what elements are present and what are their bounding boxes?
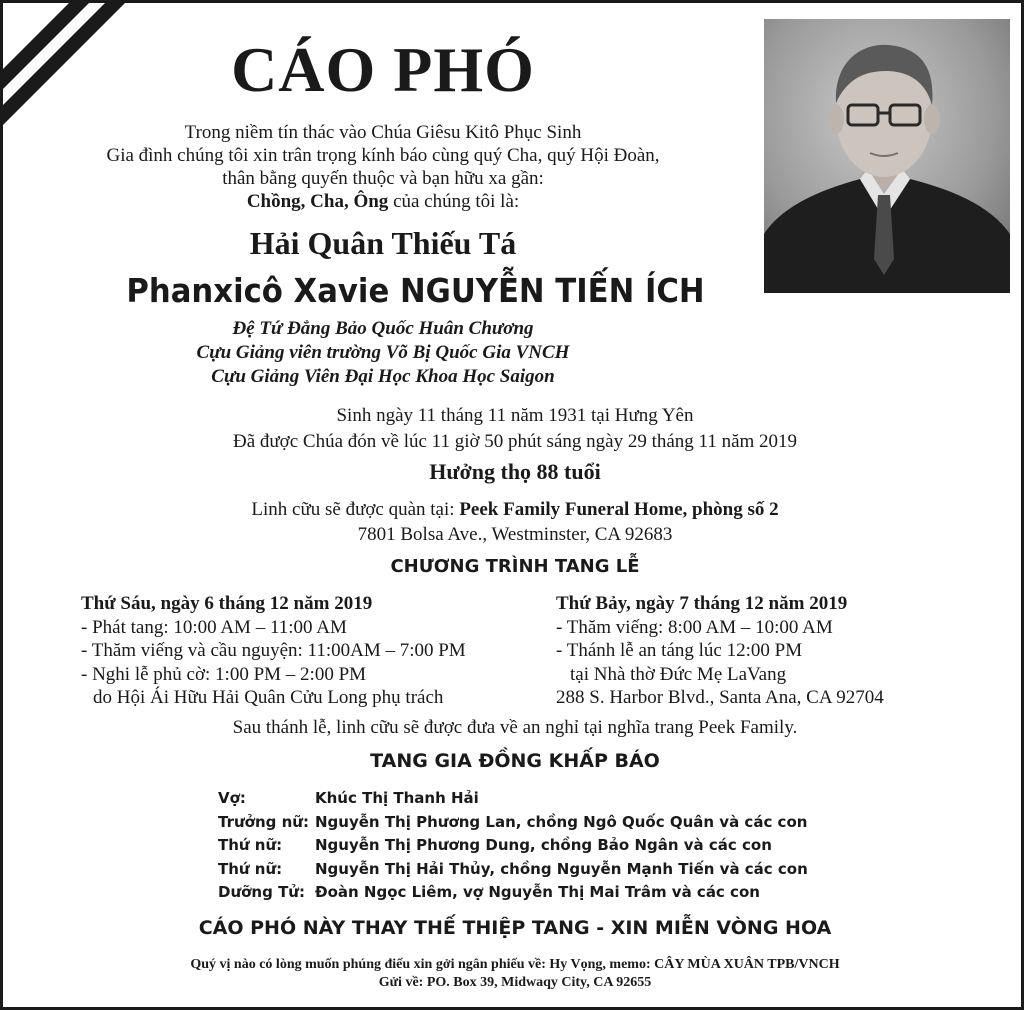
mail-line: Gửi về: PO. Box 39, Midwaqy City, CA 92655 <box>378 975 652 990</box>
relation-bold: Chồng, Cha, Ông <box>246 191 389 212</box>
relation-rest: của chúng tôi là: <box>388 191 520 212</box>
viewing-place: Peek Family Funeral Home, phòng số 2 <box>459 499 779 520</box>
day2-title: Thứ Bảy, ngày 7 tháng 12 năm 2019 <box>556 593 848 614</box>
relation-line <box>3 190 763 213</box>
program-heading: CHƯƠNG TRÌNH TANG LỄ <box>390 556 640 577</box>
age-line: Hưởng thọ 88 tuổi <box>429 459 601 484</box>
family-role: Thứ nữ: <box>218 836 283 854</box>
family-row <box>218 787 808 811</box>
death-line: Đã được Chúa đón về lúc 11 giờ 50 phút sáng ngày 29 tháng 11 năm 2019 <box>232 431 798 452</box>
family-list <box>218 787 808 905</box>
portrait-photo <box>764 19 1010 293</box>
day1-line: - Thăm viếng và cầu nguyện: 11:00AM – 7:00 PM <box>81 640 466 661</box>
family-role: Vợ: <box>218 789 246 807</box>
honor-item: Cựu Giảng Viên Đại Học Khoa Học Saigon <box>211 366 555 387</box>
day2-line: - Thánh lễ an táng lúc 12:00 PM <box>556 640 803 661</box>
family-role: Dưỡng Tử: <box>218 883 305 901</box>
viewing-prefix: Linh cữu sẽ được quàn tại: <box>251 499 460 520</box>
deceased-rank: Hải Quân Thiếu Tá <box>249 225 517 261</box>
family-row <box>218 834 808 858</box>
page-title: CÁO PHÓ <box>231 34 535 105</box>
family-member-name: Nguyễn Thị Phương Dung, chồng Bảo Ngân và các con <box>315 836 772 854</box>
family-row <box>218 811 808 835</box>
day1-line: do Hội Ái Hữu Hải Quân Cửu Long phụ trách <box>93 687 444 708</box>
viewing-place-line <box>3 497 1024 522</box>
day2-line: 288 S. Harbor Blvd., Santa Ana, CA 92704 <box>556 687 884 708</box>
day1-title: Thứ Sáu, ngày 6 tháng 12 năm 2019 <box>81 593 373 614</box>
intro-line: thân bằng quyến thuộc và bạn hữu xa gần: <box>222 168 544 189</box>
family-member-name: Khúc Thị Thanh Hải <box>315 789 479 807</box>
family-member-name: Nguyễn Thị Phương Lan, chồng Ngô Quốc Quân và các con <box>315 812 808 831</box>
honor-item: Đệ Tứ Đẳng Bảo Quốc Huân Chương <box>232 318 534 339</box>
family-member-name: Nguyễn Thị Hải Thủy, chồng Nguyễn Mạnh Tiến và các con <box>315 859 808 878</box>
day2-line: tại Nhà thờ Đức Mẹ LaVang <box>570 663 787 685</box>
intro-text <box>3 121 763 213</box>
program-day2 <box>556 592 996 710</box>
intro-line: Gia đình chúng tôi xin trân trọng kính báo cùng quý Cha, quý Hội Đoàn, <box>106 145 660 166</box>
intro-line: Trong niềm tín thác vào Chúa Giêsu Kitô Phục Sinh <box>184 122 582 143</box>
day1-line: - Phát tang: 10:00 AM – 11:00 AM <box>81 616 347 638</box>
day1-line: - Nghi lễ phủ cờ: 1:00 PM – 2:00 PM <box>81 663 367 685</box>
life-dates <box>3 403 1024 455</box>
family-row <box>218 881 808 905</box>
family-member-name: Đoàn Ngọc Liêm, vợ Nguyễn Thị Mai Trâm và các con <box>315 883 760 901</box>
footer-notes <box>3 956 1024 992</box>
deceased-name: Phanxicô Xavie NGUYỄN TIẾN ÍCH <box>126 271 705 310</box>
family-heading: TANG GIA ĐỒNG KHẤP BÁO <box>370 750 660 772</box>
family-role: Thứ nữ: <box>218 859 283 878</box>
honor-item: Cựu Giảng viên trường Võ Bị Quốc Gia VNCH <box>196 342 570 363</box>
birth-line: Sinh ngày 11 tháng 11 năm 1931 tại Hưng Yên <box>336 405 694 426</box>
donation-line: Quý vị nào có lòng muốn phúng điếu xin gởi ngân phiếu về: Hy Vọng, memo: CÂY MÙA XUÂN TPB/VNCH <box>190 957 840 972</box>
honors-list <box>3 317 763 389</box>
family-row <box>218 858 808 882</box>
day2-line: - Thăm viếng: 8:00 AM – 10:00 AM <box>556 616 833 638</box>
program-day1 <box>81 592 541 710</box>
notice-line: CÁO PHÓ NÀY THAY THẾ THIỆP TANG - XIN MIỄN VÒNG HOA <box>198 917 832 939</box>
family-role: Trưởng nữ: <box>218 812 309 831</box>
burial-line: Sau thánh lễ, linh cữu sẽ được đưa về an nghỉ tại nghĩa trang Peek Family. <box>232 717 798 738</box>
viewing-address: 7801 Bolsa Ave., Westminster, CA 92683 <box>357 524 673 545</box>
viewing-info <box>3 497 1024 547</box>
